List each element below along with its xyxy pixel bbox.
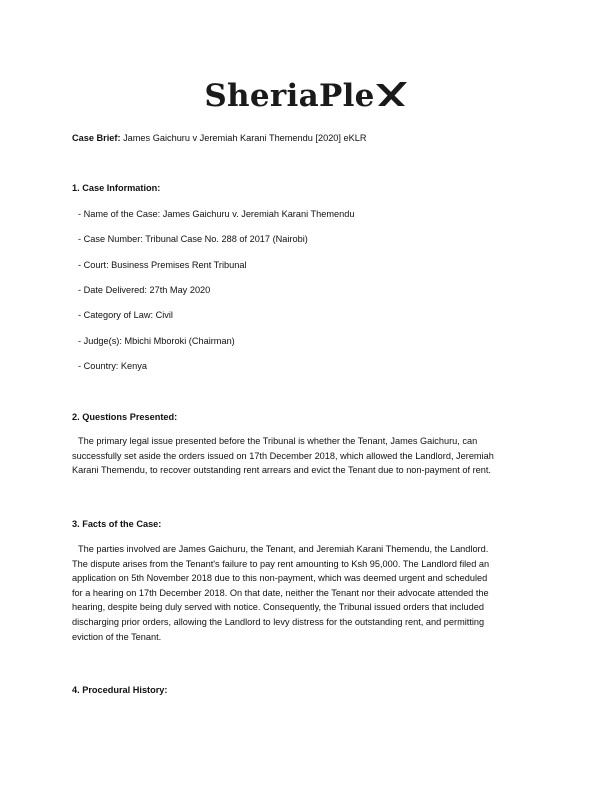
facts-paragraph (72, 542, 542, 644)
case-info-item: - Judge(s): Mbichi Mboroki (Chairman) (78, 336, 235, 346)
paragraph-line: for a hearing on 17th December 2018. On that date, neither the Tenant nor their advocate attended the (72, 587, 489, 598)
section-heading-case-information: 1. Case Information: (72, 183, 161, 193)
case-brief-line (72, 132, 367, 144)
paragraph-line: successfully set aside the orders issued on 17th December 2018, which allowed the Landlord, Jeremiah (72, 450, 494, 461)
case-info-item: - Name of the Case: James Gaichuru v. Jeremiah Karani Themendu (78, 209, 355, 219)
section-heading-facts: 3. Facts of the Case: (72, 519, 162, 529)
paragraph-line: discharging prior orders, allowing the Landlord to levy distress for the outstanding rent, and permitting (72, 616, 485, 627)
logo-text: SheriaPle (204, 78, 375, 114)
paragraph-line: The parties involved are James Gaichuru, the Tenant, and Jeremiah Karani Themendu, the Landlord. (78, 544, 489, 554)
logo-x-mark-icon (374, 82, 408, 108)
paragraph-line: eviction of the Tenant. (72, 631, 162, 642)
section-heading-procedural-history: 4. Procedural History: (72, 685, 168, 695)
case-info-item: - Case Number: Tribunal Case No. 288 of 2017 (Nairobi) (78, 234, 308, 244)
case-brief-title: James Gaichuru v Jeremiah Karani Themendu [2020] eKLR (123, 133, 367, 143)
case-info-item: - Court: Business Premises Rent Tribunal (78, 260, 247, 270)
section-heading-questions: 2. Questions Presented: (72, 412, 178, 422)
case-info-item: - Country: Kenya (78, 361, 147, 371)
paragraph-line: application on 5th November 2018 due to this non-payment, which was deemed urgent and scheduled (72, 573, 488, 584)
case-info-item: - Date Delivered: 27th May 2020 (78, 285, 211, 295)
sheriaplex-logo (0, 74, 612, 118)
paragraph-line: Karani Themendu, to recover outstanding rent arrears and evict the Tenant due to non-payment of rent. (72, 465, 491, 476)
paragraph-line: hearing, despite being duly served with notice. Consequently, the Tribunal issued orders that included (72, 602, 484, 613)
questions-paragraph (72, 434, 542, 478)
case-info-item: - Category of Law: Civil (78, 310, 173, 320)
paragraph-line: The primary legal issue presented before the Tribunal is whether the Tenant, James Gaichuru, can (78, 436, 478, 446)
case-brief-label: Case Brief: (72, 133, 121, 143)
paragraph-line: The dispute arises from the Tenant's failure to pay rent amounting to Ksh 95,000. The Landlord filed an (72, 558, 490, 569)
